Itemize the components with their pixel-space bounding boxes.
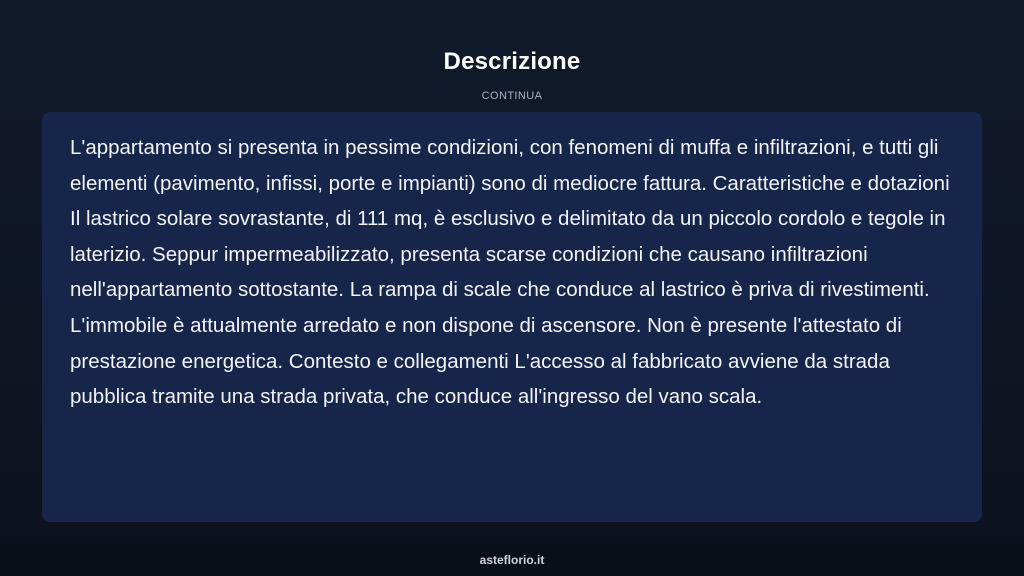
description-card <box>42 112 982 522</box>
description-text: L'appartamento si presenta in pessime condizioni, con fenomeni di muffa e infiltrazioni, e tutti gli elementi (pavimento, infissi, porte e impianti) sono di mediocre fattura. Caratteristiche e dotazioni Il lastrico solare sovrastante, di 111 mq, è esclusivo e delimitato da un piccolo cordolo e tegole in laterizio. Seppur impermeabilizzato, presenta scarse condizioni che causano infiltrazioni nell'appartamento sottostante. La rampa di scale che conduce al lastrico è priva di rivestimenti. L'immobile è attualmente arredato e non dispone di ascensore. Non è presente l'attestato di prestazione energetica. Contesto e collegamenti L'accesso al fabbricato avviene da strada pubblica tramite una strada privata, che conduce all'ingresso del vano scala. <box>70 136 950 409</box>
page-title: Descrizione <box>443 48 581 75</box>
page-subtitle: CONTINUA <box>481 90 543 102</box>
footer-site-label: asteflorio.it <box>479 553 545 567</box>
footer-bar <box>0 544 1024 576</box>
